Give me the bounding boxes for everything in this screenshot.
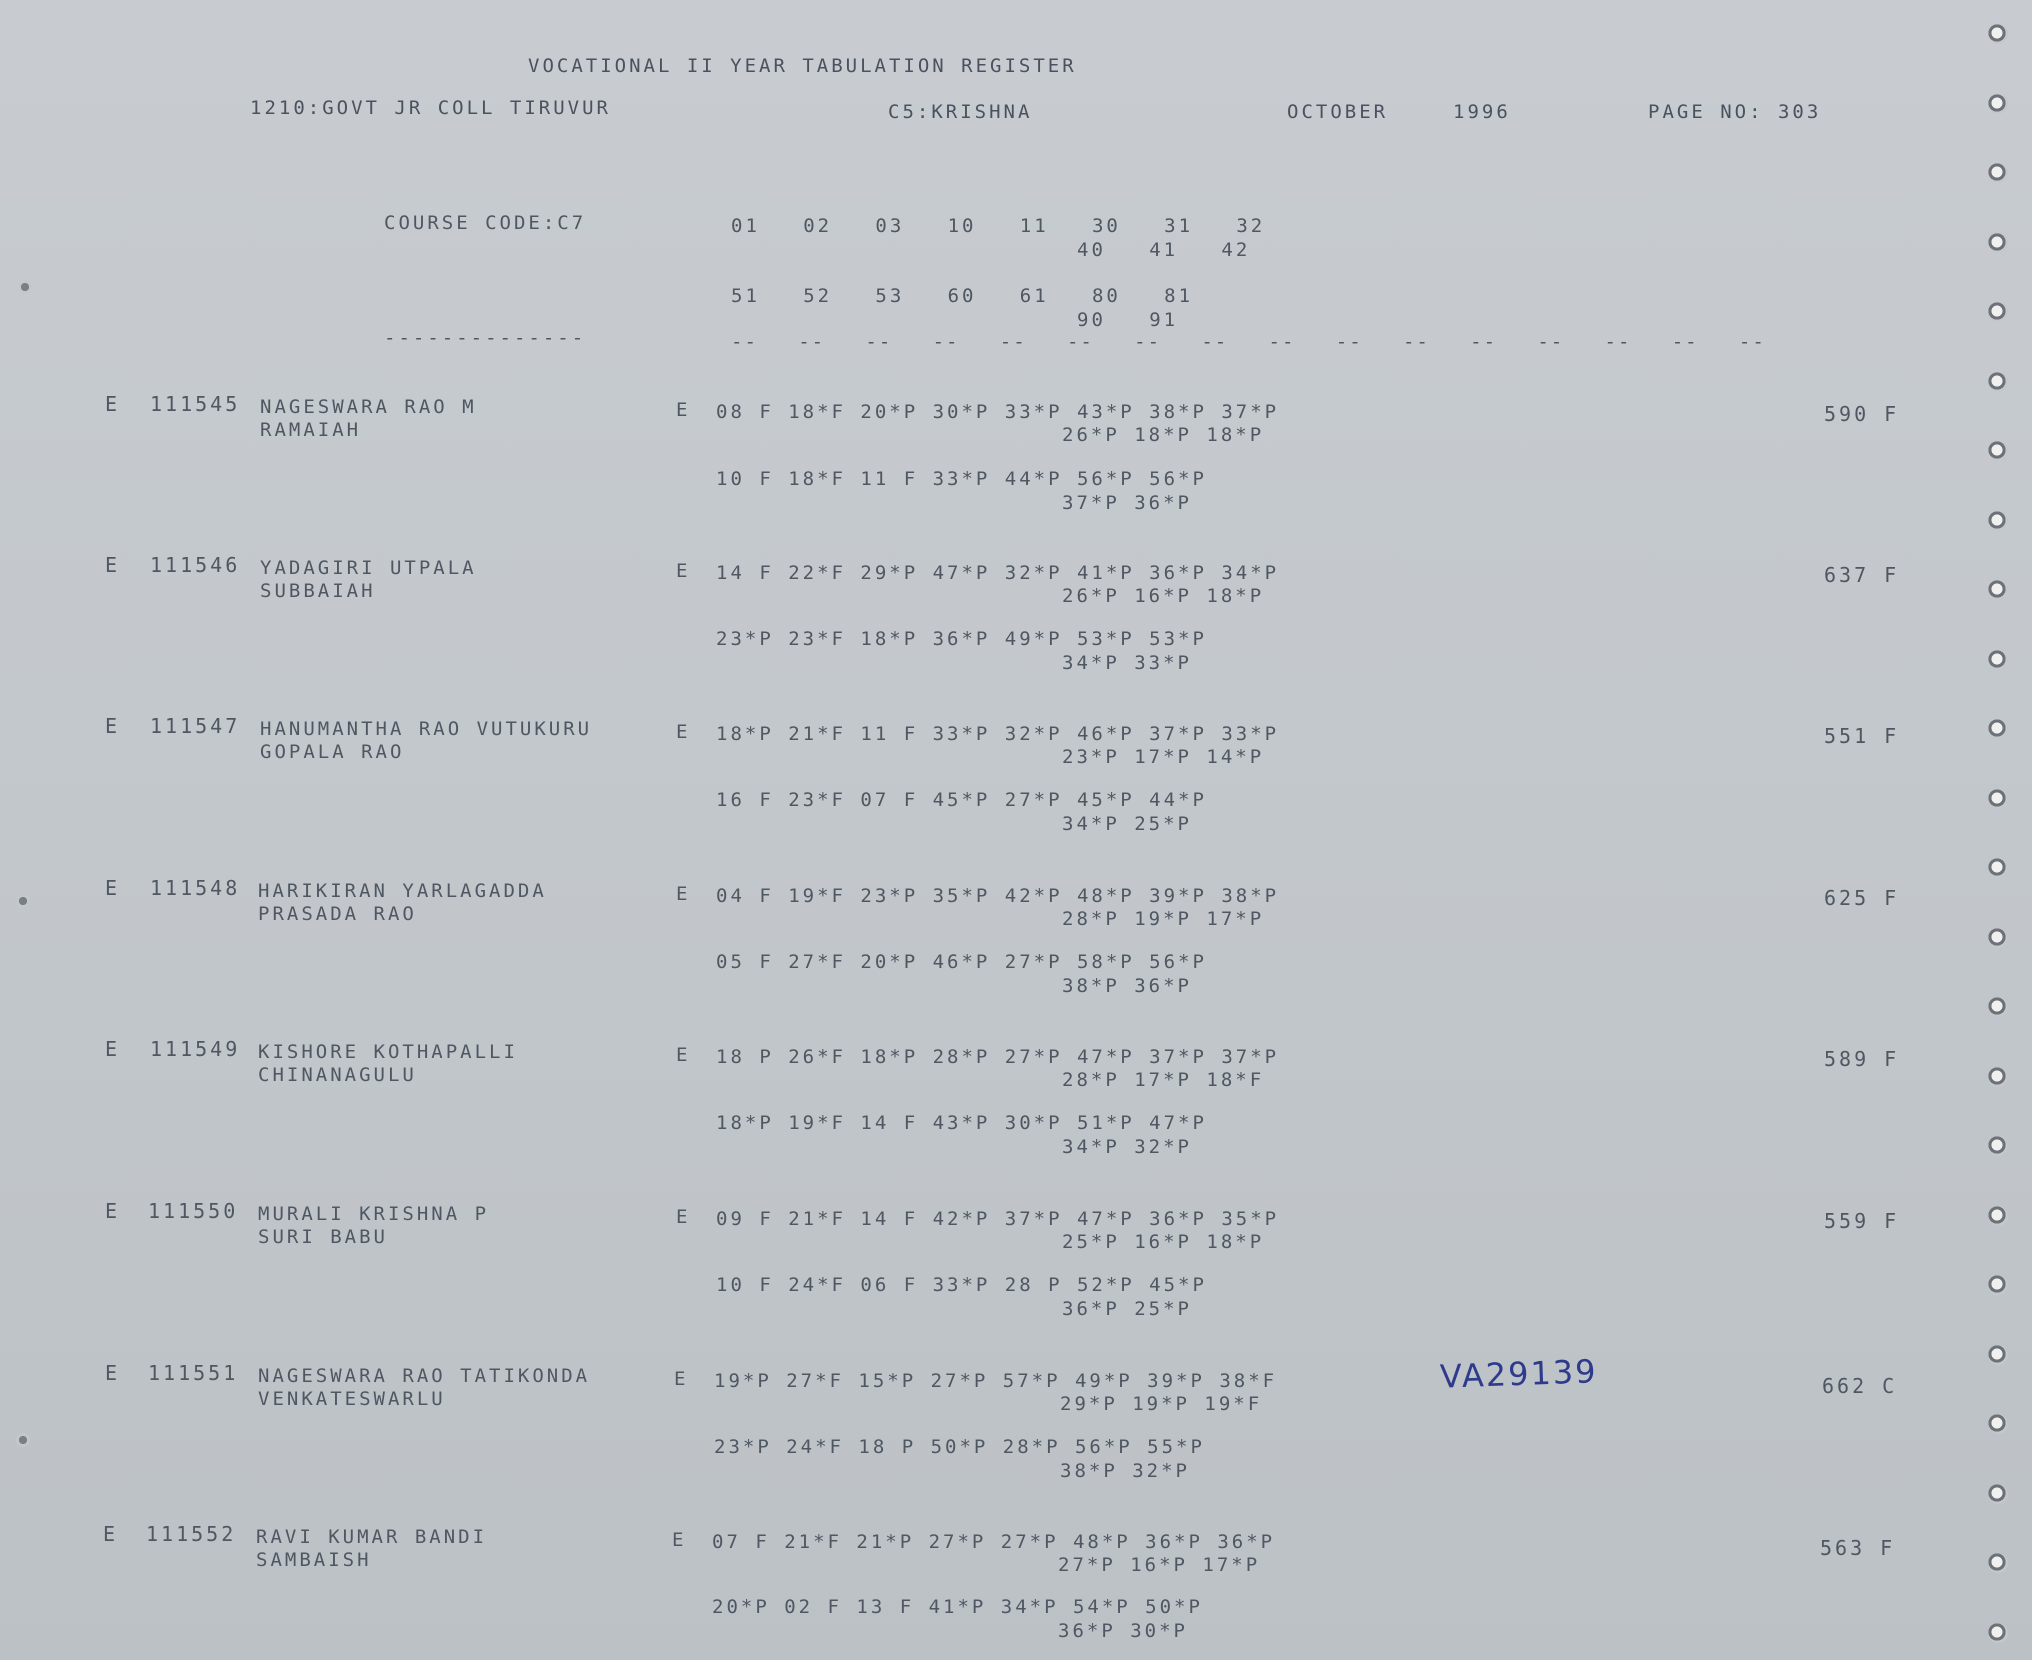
- marks-line-1: 18 P 26*F 18*P 28*P 27*P 47*P 37*P 37*P: [716, 1046, 1280, 1068]
- subject-codes-row2: 51 52 53 60 61 80 81: [731, 285, 1194, 307]
- feed-hole: [1988, 1345, 2008, 1365]
- record-flag: E: [105, 1361, 121, 1385]
- marks-line-1: 09 F 21*F 14 F 42*P 37*P 47*P 36*P 35*P: [716, 1208, 1280, 1230]
- punch-hole-mark: [16, 894, 30, 908]
- feed-hole: [1988, 1067, 2008, 1087]
- punch-hole-mark: [18, 280, 32, 294]
- marks-line-1b: 23*P 17*P 14*P: [1062, 746, 1265, 768]
- record-flag: E: [105, 1199, 121, 1223]
- feed-hole: [1988, 163, 2008, 183]
- marks-line-2b: 34*P 33*P: [1062, 652, 1192, 674]
- punch-hole-mark: [16, 1433, 30, 1447]
- record-flag: E: [105, 876, 121, 900]
- feed-hole: [1988, 1206, 2008, 1226]
- feed-hole: [1988, 94, 2008, 114]
- marks-line-2: 10 F 18*F 11 F 33*P 44*P 56*P 56*P: [716, 468, 1207, 490]
- student-name: KISHORE KOTHAPALLI: [258, 1041, 518, 1063]
- feed-hole: [1988, 1275, 2008, 1295]
- marks-line-2: 05 F 27*F 20*P 46*P 27*P 58*P 56*P: [716, 951, 1207, 973]
- feed-hole: [1988, 441, 2008, 461]
- feed-hole: [1988, 1553, 2008, 1573]
- student-name: RAVI KUMAR BANDI: [256, 1526, 488, 1548]
- father-name: PRASADA RAO: [258, 903, 417, 925]
- student-name: NAGESWARA RAO M: [260, 396, 477, 418]
- course-code: COURSE CODE:C7: [384, 212, 587, 234]
- feed-hole: [1988, 233, 2008, 253]
- register-title: VOCATIONAL II YEAR TABULATION REGISTER: [528, 55, 1077, 77]
- father-name: SURI BABU: [258, 1226, 388, 1248]
- hall-ticket-number: 111549: [150, 1037, 241, 1061]
- feed-hole: [1988, 719, 2008, 739]
- marks-line-1: 08 F 18*F 20*P 30*P 33*P 43*P 38*P 37*P: [716, 401, 1280, 423]
- marks-line-1: 14 F 22*F 29*P 47*P 32*P 41*P 36*P 34*P: [716, 562, 1280, 584]
- marks-line-2b: 36*P 25*P: [1062, 1298, 1192, 1320]
- handwritten-note: VA29139: [1439, 1352, 1599, 1396]
- feed-hole: [1988, 1484, 2008, 1504]
- marks-line-1b: 26*P 16*P 18*P: [1062, 585, 1265, 607]
- student-name: YADAGIRI UTPALA: [260, 557, 477, 579]
- hall-ticket-number: 111550: [148, 1199, 239, 1223]
- marks-line-2: 10 F 24*F 06 F 33*P 28 P 52*P 45*P: [716, 1274, 1207, 1296]
- feed-hole: [1988, 511, 2008, 531]
- exam-mark: E: [676, 560, 691, 582]
- exam-mark: E: [676, 721, 691, 743]
- total-result: 625 F: [1824, 886, 1900, 910]
- total-result: 637 F: [1824, 563, 1900, 587]
- total-result: 589 F: [1824, 1047, 1900, 1071]
- father-name: SUBBAIAH: [260, 580, 376, 602]
- marks-line-2b: 34*P 25*P: [1062, 813, 1192, 835]
- father-name: RAMAIAH: [260, 419, 362, 441]
- header-underline-right: -- -- -- -- -- -- -- -- -- -- -- -- -- -- -- --: [731, 331, 1766, 353]
- exam-mark: E: [674, 1368, 689, 1390]
- total-result: 559 F: [1824, 1209, 1900, 1233]
- marks-line-2: 20*P 02 F 13 F 41*P 34*P 54*P 50*P: [712, 1596, 1203, 1618]
- tractor-feed-strip: [1974, 0, 2024, 1660]
- subject-codes-row2b: 90 91: [1077, 309, 1179, 331]
- marks-line-1: 19*P 27*F 15*P 27*P 57*P 49*P 39*P 38*F: [714, 1370, 1278, 1392]
- hall-ticket-number: 111547: [150, 714, 241, 738]
- feed-hole: [1988, 1136, 2008, 1156]
- feed-hole: [1988, 858, 2008, 878]
- page-number: PAGE NO: 303: [1648, 101, 1822, 123]
- hall-ticket-number: 111545: [150, 392, 241, 416]
- subject-codes-row1b: 40 41 42: [1077, 239, 1251, 261]
- marks-line-2b: 38*P 32*P: [1060, 1460, 1190, 1482]
- father-name: CHINANAGULU: [258, 1064, 417, 1086]
- marks-line-2: 23*P 24*F 18 P 50*P 28*P 56*P 55*P: [714, 1436, 1205, 1458]
- marks-line-1b: 29*P 19*P 19*F: [1060, 1393, 1263, 1415]
- hall-ticket-number: 111546: [150, 553, 241, 577]
- record-flag: E: [105, 553, 121, 577]
- marks-line-2b: 34*P 32*P: [1062, 1136, 1192, 1158]
- father-name: GOPALA RAO: [260, 741, 405, 763]
- feed-hole: [1988, 1623, 2008, 1643]
- student-name: HARIKIRAN YARLAGADDA: [258, 880, 547, 902]
- exam-mark: E: [672, 1529, 687, 1551]
- student-name: HANUMANTHA RAO VUTUKURU: [260, 718, 593, 740]
- exam-month: OCTOBER: [1287, 101, 1389, 123]
- marks-line-2b: 37*P 36*P: [1062, 492, 1192, 514]
- district: C5:KRISHNA: [888, 101, 1033, 123]
- marks-line-1: 07 F 21*F 21*P 27*P 27*P 48*P 36*P 36*P: [712, 1531, 1276, 1553]
- exam-mark: E: [676, 1044, 691, 1066]
- feed-hole: [1988, 650, 2008, 670]
- header-underline-left: --------------: [384, 327, 587, 349]
- total-result: 563 F: [1820, 1536, 1896, 1560]
- feed-hole: [1988, 302, 2008, 322]
- subject-codes-row1: 01 02 03 10 11 30 31 32: [731, 215, 1266, 237]
- total-result: 662 C: [1822, 1374, 1898, 1398]
- feed-hole: [1988, 789, 2008, 809]
- college-name: 1210:GOVT JR COLL TIRUVUR: [250, 97, 611, 119]
- marks-line-2: 23*P 23*F 18*P 36*P 49*P 53*P 53*P: [716, 628, 1207, 650]
- marks-line-1b: 27*P 16*P 17*P: [1058, 1554, 1261, 1576]
- marks-line-1: 18*P 21*F 11 F 33*P 32*P 46*P 37*P 33*P: [716, 723, 1280, 745]
- marks-line-1: 04 F 19*F 23*P 35*P 42*P 48*P 39*P 38*P: [716, 885, 1280, 907]
- record-flag: E: [105, 392, 121, 416]
- student-name: MURALI KRISHNA P: [258, 1203, 490, 1225]
- exam-mark: E: [676, 399, 691, 421]
- marks-line-1b: 25*P 16*P 18*P: [1062, 1231, 1265, 1253]
- hall-ticket-number: 111551: [148, 1361, 239, 1385]
- father-name: VENKATESWARLU: [258, 1388, 446, 1410]
- marks-line-2: 16 F 23*F 07 F 45*P 27*P 45*P 44*P: [716, 789, 1207, 811]
- exam-mark: E: [676, 1206, 691, 1228]
- exam-year: 1996: [1453, 101, 1511, 123]
- father-name: SAMBAISH: [256, 1549, 372, 1571]
- feed-hole: [1988, 580, 2008, 600]
- feed-hole: [1988, 372, 2008, 392]
- record-flag: E: [105, 1037, 121, 1061]
- feed-hole: [1988, 997, 2008, 1017]
- record-flag: E: [105, 714, 121, 738]
- feed-hole: [1988, 928, 2008, 948]
- marks-line-2b: 38*P 36*P: [1062, 975, 1192, 997]
- record-flag: E: [103, 1522, 119, 1546]
- exam-mark: E: [676, 883, 691, 905]
- total-result: 551 F: [1824, 724, 1900, 748]
- marks-line-1b: 28*P 19*P 17*P: [1062, 908, 1265, 930]
- total-result: 590 F: [1824, 402, 1900, 426]
- student-name: NAGESWARA RAO TATIKONDA: [258, 1365, 591, 1387]
- marks-line-1b: 28*P 17*P 18*F: [1062, 1069, 1265, 1091]
- marks-line-2: 18*P 19*F 14 F 43*P 30*P 51*P 47*P: [716, 1112, 1207, 1134]
- marks-line-1b: 26*P 18*P 18*P: [1062, 424, 1265, 446]
- feed-hole: [1988, 24, 2008, 44]
- hall-ticket-number: 111552: [146, 1522, 237, 1546]
- marks-line-2b: 36*P 30*P: [1058, 1620, 1188, 1642]
- hall-ticket-number: 111548: [150, 876, 241, 900]
- feed-hole: [1988, 1414, 2008, 1434]
